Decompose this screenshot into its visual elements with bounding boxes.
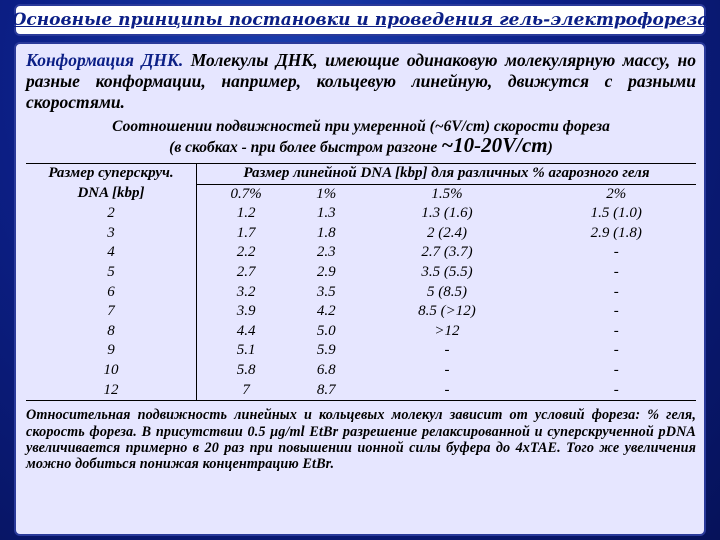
linear-size-cell: 4.4 (236, 322, 256, 339)
linear-size-cell: 2.7 (236, 263, 256, 280)
supercoiled-size-cell: 10 (26, 361, 197, 381)
linear-size-cell: 1.5 (1.0) (590, 205, 642, 222)
ratio-line-2-prefix: (в скобках - при более быстром разгоне (169, 139, 442, 156)
gel-col-header: 2% (606, 185, 627, 202)
supercoiled-size-cell: 3 (26, 224, 197, 244)
linear-size-cell: - (613, 342, 619, 359)
linear-size-cell: 3.5 (316, 283, 336, 300)
ratio-line-2-suffix: ) (547, 139, 553, 156)
linear-size-cell: 2.7 (3.7) (421, 244, 473, 261)
linear-size-cell: 6.8 (316, 361, 336, 378)
linear-size-cell: 5 (8.5) (426, 283, 467, 300)
linear-size-cell: 3.5 (5.5) (421, 263, 473, 280)
linear-size-cell: 3.9 (236, 303, 256, 320)
table-row (26, 322, 696, 342)
table-row (26, 361, 696, 381)
linear-size-cell: - (537, 381, 696, 401)
linear-size-cell: - (613, 263, 619, 280)
content-panel (14, 42, 706, 536)
linear-size-cell: 5.8 (236, 361, 256, 378)
linear-size-cell: 7 (197, 381, 296, 401)
table-row (26, 204, 696, 224)
supercoiled-size-cell: 2 (26, 204, 197, 224)
supercoiled-size-cell: 4 (26, 243, 197, 263)
table-row (26, 224, 696, 244)
ratio-line-2 (26, 133, 696, 157)
linear-size-cell: - (444, 342, 450, 359)
linear-size-cell: 1.3 (1.6) (421, 205, 473, 222)
linear-size-cell: 2.9 (1.8) (590, 224, 642, 241)
supercoiled-size-cell: 7 (26, 302, 197, 322)
linear-size-cell: 4.2 (316, 303, 336, 320)
table-row (26, 381, 696, 401)
linear-size-cell: 8.5 (>12) (418, 303, 476, 320)
table-row (26, 341, 696, 361)
table-subheader-row (26, 184, 696, 204)
table-row (26, 263, 696, 283)
ratio-caption (26, 117, 696, 157)
linear-size-cell: 2.3 (316, 244, 336, 261)
linear-size-cell: - (444, 361, 450, 378)
linear-size-cell: - (613, 283, 619, 300)
intro-rest: Молекулы ДНК, имеющие одинаковую молекулярную массу, но разные конформации, например, кольцевую линейную, движутся с разными скоростями. (26, 50, 696, 112)
table-body (26, 204, 696, 400)
intro-lead: Конформация ДНК. (26, 50, 184, 70)
supercoiled-size-cell: 6 (26, 283, 197, 303)
title-box (11, 4, 709, 36)
linear-size-cell: 5.1 (236, 342, 256, 359)
gel-col-header: 1.5% (431, 185, 463, 202)
mobility-table (26, 163, 696, 401)
col0-header-2: DNA [kbp] (26, 184, 197, 204)
footer-note: Относительная подвижность линейных и кольцевых молекул зависит от условий фореза: % геля, скорость фореза. В присутствии 0.5 μg/ml EtBr разрешение релаксированной и суперскрученной pDNA увеличивается примерно в 20 раз при повышении ионной силы буфера до 4xTAE. Того же увеличения можно добиться понижая концентрацию EtBr. (26, 407, 696, 473)
linear-size-cell: 3.2 (236, 283, 256, 300)
table-row (26, 283, 696, 303)
linear-size-cell: 1.2 (236, 205, 256, 222)
col0-header-1: Размер суперскруч. (26, 164, 197, 185)
linear-size-cell: 1.7 (236, 224, 256, 241)
slide-title: Основные принципы постановки и проведения гель-электрофореза (11, 10, 709, 30)
linear-size-cell: - (613, 303, 619, 320)
linear-size-cell: 2.9 (316, 263, 336, 280)
linear-size-cell: - (613, 361, 619, 378)
supercoiled-size-cell: 5 (26, 263, 197, 283)
table-row (26, 302, 696, 322)
supercoiled-size-cell: 9 (26, 341, 197, 361)
table-row (26, 243, 696, 263)
linear-size-cell: >12 (434, 322, 460, 339)
linear-size-cell: 2.2 (236, 244, 256, 261)
linear-size-cell: - (357, 381, 536, 401)
linear-size-cell: - (613, 322, 619, 339)
linear-size-cell: - (613, 244, 619, 261)
linear-size-cell: 1.3 (316, 205, 336, 222)
ratio-line-1: Соотношении подвижностей при умеренной (~6V/cm) скорости фореза (112, 118, 610, 135)
gel-col-header: 0.7% (230, 185, 262, 202)
supercoiled-size-cell: 8 (26, 322, 197, 342)
linear-size-cell: 5.9 (316, 342, 336, 359)
gel-col-header: 1% (316, 185, 337, 202)
table-header-row (26, 164, 696, 185)
linear-size-cell: 5.0 (316, 322, 336, 339)
span-header: Размер линейной DNA [kbp] для различных % агарозного геля (197, 164, 697, 185)
linear-size-cell: 2 (2.4) (426, 224, 467, 241)
supercoiled-size-cell: 12 (26, 381, 197, 401)
intro-paragraph (26, 50, 696, 113)
linear-size-cell: 8.7 (295, 381, 357, 401)
ratio-line-2-voltage: ~10-20V/cm (441, 133, 548, 157)
linear-size-cell: 1.8 (316, 224, 336, 241)
